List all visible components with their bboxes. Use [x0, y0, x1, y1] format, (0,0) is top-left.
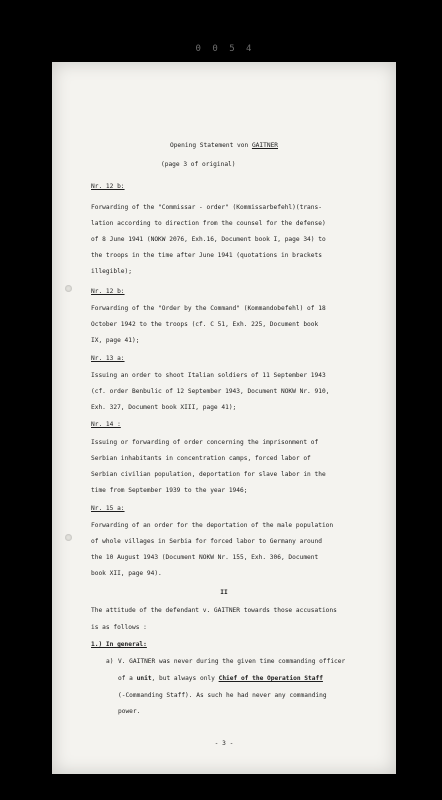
title-prefix: Opening Statement von	[169, 142, 252, 149]
point-a-line: power.	[118, 708, 141, 715]
item-line: Issuing or forwarding of order concerning the imprisonment of	[91, 439, 319, 446]
emphasis-unit: unit	[136, 675, 152, 682]
item-number: Nr. 12 b:	[91, 183, 125, 190]
point-1-label: 1.) In general:	[91, 641, 147, 648]
punch-hole	[65, 285, 72, 292]
item-line: of 8 June 1941 (NOKW 2076, Exh.16, Document book I, page 34) to	[91, 236, 326, 243]
item-line: of whole villages in Serbia for forced labor to Germany around	[91, 538, 322, 545]
document-page	[52, 62, 396, 774]
item-line: the 10 August 1943 (Document NOKW Nr. 155, Exh. 306, Document	[91, 554, 319, 561]
item-line: Issuing an order to shoot Italian soldiers of 11 September 1943	[91, 372, 326, 379]
point-a-marker: a)	[106, 658, 114, 665]
item-line: Forwarding of an order for the deportation of the male population	[91, 522, 334, 529]
item-line: (cf. order Benbulic of 12 September 1943, Document NOKW Nr. 910,	[91, 388, 330, 395]
item-line: IX, page 41);	[91, 337, 140, 344]
item-number: Nr. 12 b:	[91, 288, 125, 295]
item-number: Nr. 15 a:	[91, 505, 125, 512]
point-a-line	[118, 674, 323, 683]
punch-hole	[65, 534, 72, 541]
item-line: Serbian inhabitants in concentration camps, forced labor of	[91, 455, 311, 462]
item-line: lation according to direction from the counsel for the defense)	[91, 220, 326, 227]
attitude-line: is as follows :	[91, 624, 147, 631]
item-line: October 1942 to the troops (cf. C 51, Exh. 225, Document book	[91, 321, 319, 328]
section-numeral: II	[220, 589, 228, 596]
item-line: Exh. 327, Document book XIII, page 41);	[91, 404, 237, 411]
item-number: Nr. 13 a:	[91, 355, 125, 362]
item-line: time from September 1939 to the year 1946;	[91, 487, 248, 494]
item-line: book XII, page 94).	[91, 570, 162, 577]
title-name: GAITNER	[251, 142, 279, 149]
frame-number: 0 0 5 4	[195, 44, 255, 54]
emphasis-chief: Chief of the Operation Staff	[218, 675, 323, 682]
point-a-line: V. GAITNER was never during the given time commanding officer	[118, 658, 346, 665]
item-line: the troops in the time after June 1941 (quotations in brackets	[91, 252, 322, 259]
item-line: Forwarding of the "Commissar - order" (Kommissarbefehl)(trans-	[91, 204, 322, 211]
point-a-line: (-Commanding Staff). As such he had never any commanding	[118, 692, 327, 699]
text-fragment: , but always only	[151, 675, 219, 682]
page-number: - 3 -	[214, 740, 234, 747]
document-title	[52, 141, 396, 150]
item-number: Nr. 14 :	[91, 421, 121, 428]
item-line: Serbian civilian population, deportation for slave labor in the	[91, 471, 326, 478]
item-line: Forwarding of the "Order by the Command" (Kommandobefehl) of 18	[91, 305, 326, 312]
document-subtitle: (page 3 of original)	[161, 161, 236, 168]
text-fragment: of a	[118, 675, 137, 682]
attitude-line: The attitude of the defendant v. GAITNER towards those accusations	[91, 607, 337, 614]
item-line: illegible);	[91, 268, 132, 275]
